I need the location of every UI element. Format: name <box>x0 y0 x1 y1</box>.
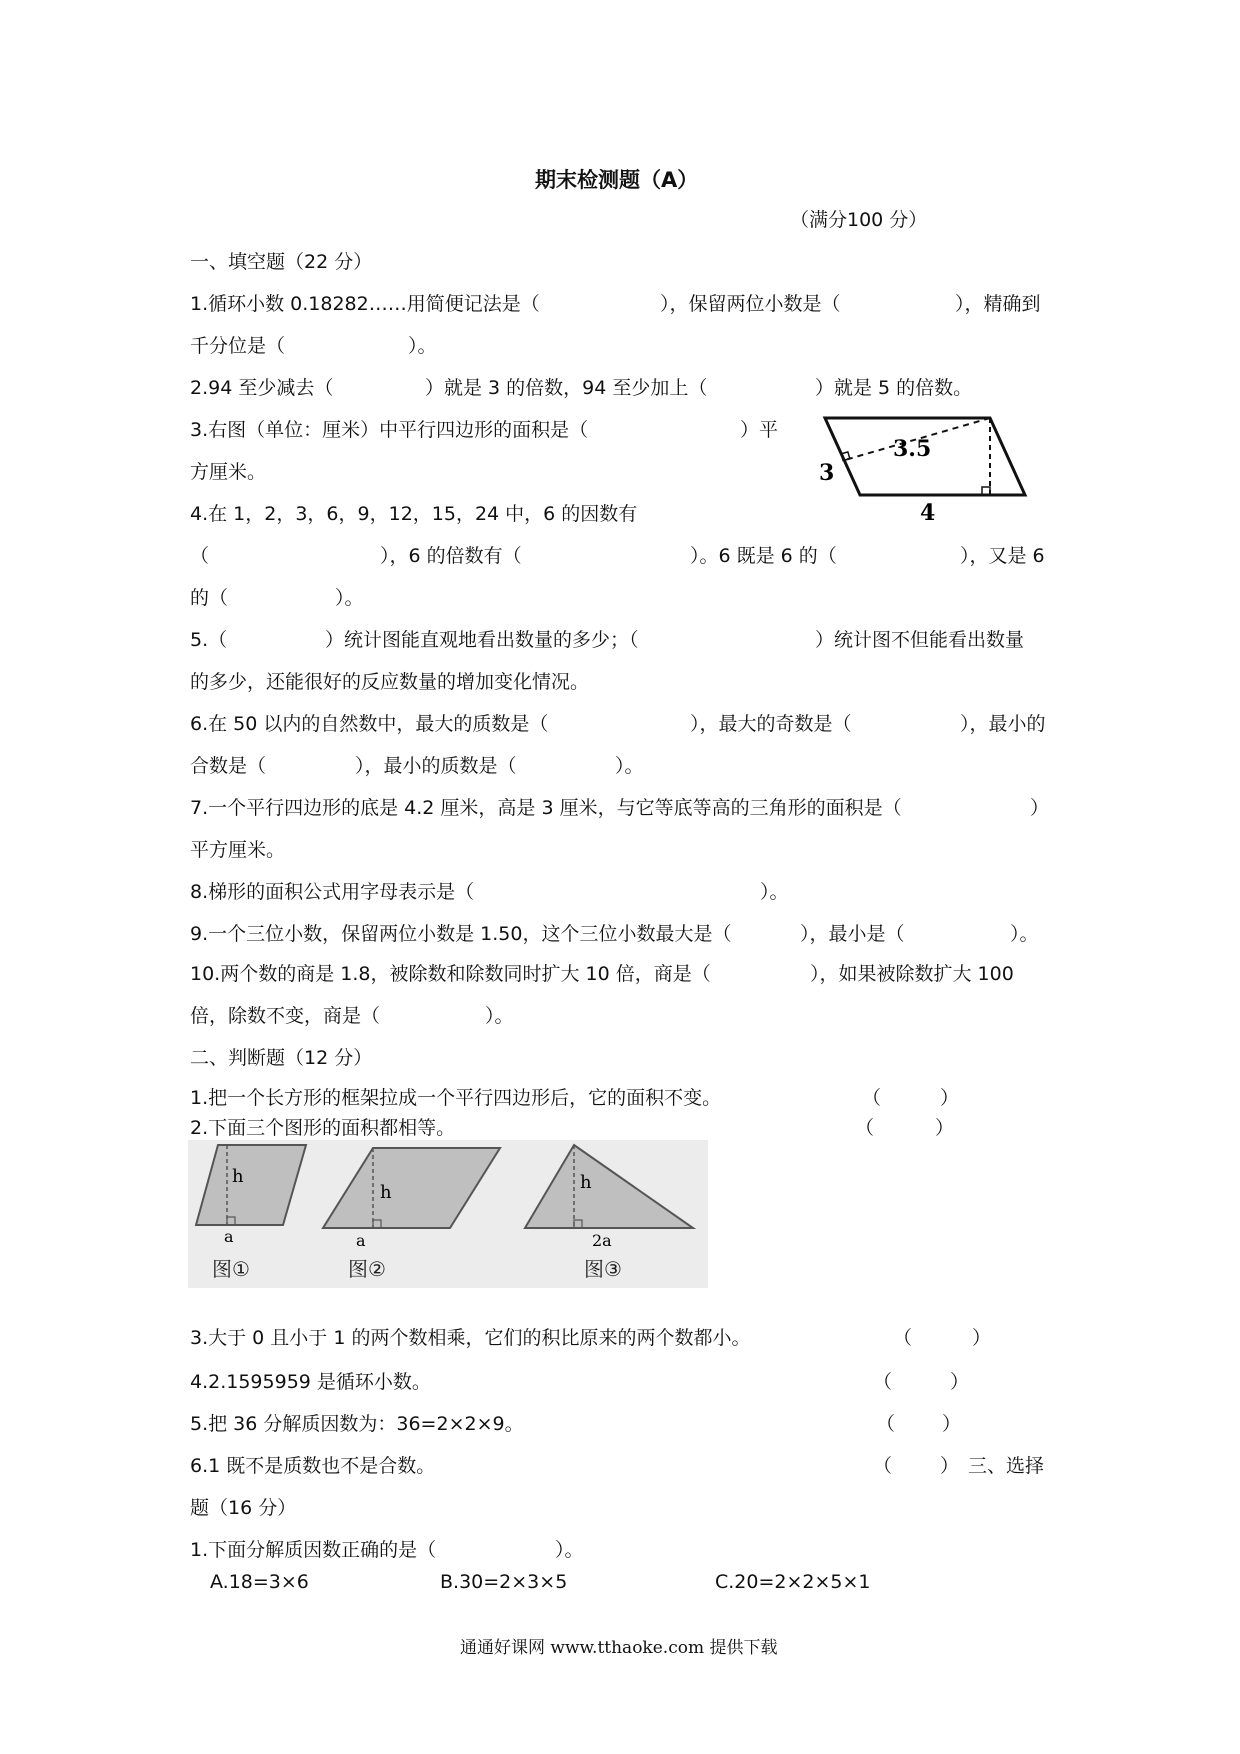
q4-part-e: ），又是 6 <box>960 545 1045 567</box>
q8-part-b: ）。 <box>760 881 789 903</box>
judge-q1: 1.把一个长方形的框架拉成一个平行四边形后，它的面积不变。 <box>190 1087 722 1109</box>
q5-part-a: 5.（ <box>190 629 228 651</box>
judge-q1-paren-open: （ <box>862 1087 882 1109</box>
q9-part-a: 9.一个三位小数，保留两位小数是 1.50，这个三位小数最大是（ <box>190 923 732 945</box>
q10-part-b: ），如果被除数扩大 100 <box>810 963 1014 985</box>
q10-part-c: 倍，除数不变，商是（ <box>190 1005 381 1027</box>
page-footer: 通通好课网 www.tthaoke.com 提供下载 <box>460 1638 778 1658</box>
q2-part-b: ）就是 3 的倍数，94 至少加上（ <box>425 377 708 399</box>
q7-part-b: ） <box>1030 797 1050 819</box>
q1-part-a: 1.循环小数 0.18282……用简便记法是（ <box>190 293 540 315</box>
choice-q1-part-a: 1.下面分解质因数正确的是（ <box>190 1539 437 1561</box>
judge-q3-paren-close: ） <box>972 1327 992 1349</box>
q1-part-b: ），保留两位小数是（ <box>660 293 841 315</box>
shape3-base-label: 2a <box>592 1231 612 1250</box>
page-title: 期末检测题（A） <box>535 168 699 192</box>
q10-part-d: ）。 <box>485 1005 514 1027</box>
judge-q1-paren-close: ） <box>940 1087 960 1109</box>
judge-q5-paren-open: （ <box>876 1413 896 1435</box>
q5-part-d: 的多少，还能很好的反应数量的增加变化情况。 <box>190 671 590 693</box>
q7-part-c: 平方厘米。 <box>190 839 286 861</box>
q5-part-b: ）统计图能直观地看出数量的多少；（ <box>325 629 639 651</box>
judge-q4-paren-open: （ <box>873 1371 893 1393</box>
q10-part-a: 10.两个数的商是 1.8，被除数和除数同时扩大 10 倍，商是（ <box>190 963 711 985</box>
judge-q6-paren-open: （ <box>873 1455 893 1477</box>
shape1-base-label: a <box>224 1227 234 1246</box>
section3-heading-a: 三、选择 <box>968 1455 1045 1477</box>
parallelogram-figure <box>815 410 1045 526</box>
q7-part-a: 7.一个平行四边形的底是 4.2 厘米，高是 3 厘米，与它等底等高的三角形的面积是（ <box>190 797 902 819</box>
shape3-caption: 图③ <box>584 1257 622 1281</box>
judge-q2-paren-close: ） <box>935 1117 955 1139</box>
q4-part-f: 的（ <box>190 587 229 609</box>
q4-part-c: ），6 的倍数有（ <box>380 545 522 567</box>
q5-part-c: ）统计图不但能看出数量 <box>815 629 1025 651</box>
q6-part-b: ），最大的奇数是（ <box>690 713 852 735</box>
q4-part-g: ）。 <box>335 587 364 609</box>
section2-heading: 二、判断题（12 分） <box>190 1047 373 1069</box>
section1-heading: 一、填空题（22 分） <box>190 251 373 273</box>
q6-part-f: ）。 <box>615 755 644 777</box>
q4-part-d: ）。6 既是 6 的（ <box>690 545 837 567</box>
q2-part-c: ）就是 5 的倍数。 <box>815 377 973 399</box>
choice-option-b: B.30=2×3×5 <box>440 1571 568 1593</box>
q6-part-d: 合数是（ <box>190 755 267 777</box>
shape2-caption: 图② <box>348 1257 386 1281</box>
shape1-caption: 图① <box>212 1257 250 1281</box>
judge-q4: 4.2.1595959 是循环小数。 <box>190 1371 431 1393</box>
q4-part-b: （ <box>190 545 210 567</box>
judge-q6: 6.1 既不是质数也不是合数。 <box>190 1455 436 1477</box>
q6-part-c: ），最小的 <box>960 713 1046 735</box>
choice-q1-part-b: ）。 <box>555 1539 584 1561</box>
q9-part-c: ）。 <box>1010 923 1039 945</box>
judge-q3: 3.大于 0 且小于 1 的两个数相乘，它们的积比原来的两个数都小。 <box>190 1327 751 1349</box>
shape2-base-label: a <box>356 1231 366 1250</box>
choice-option-c: C.20=2×2×5×1 <box>715 1571 871 1593</box>
q3-part-c: 方厘米。 <box>190 461 267 483</box>
q1-part-d: 千分位是（ <box>190 335 286 357</box>
judge-q3-paren-open: （ <box>893 1327 913 1349</box>
figure1-side-label: 3 <box>819 460 835 486</box>
judge-q6-paren-close: ） <box>940 1455 960 1477</box>
figure1-base-label: 4 <box>920 500 936 526</box>
judge-q5: 5.把 36 分解质因数为：36=2×2×9。 <box>190 1413 524 1435</box>
judge-q2-paren-open: （ <box>855 1117 875 1139</box>
q4-part-a: 4.在 1，2，3，6，9，12，15，24 中，6 的因数有 <box>190 503 638 525</box>
q1-part-c: ），精确到 <box>955 293 1041 315</box>
figure1-dash-label: 3.5 <box>893 436 932 462</box>
q1-part-e: ）。 <box>408 335 437 357</box>
q3-part-b: ）平 <box>740 419 779 441</box>
shape2-h-label: h <box>380 1182 392 1203</box>
section3-heading-b: 题（16 分） <box>190 1497 297 1519</box>
q9-part-b: ），最小是（ <box>800 923 905 945</box>
q3-part-a: 3.右图（单位：厘米）中平行四边形的面积是（ <box>190 419 589 441</box>
three-shapes-figure <box>188 1140 708 1288</box>
shape1-h-label: h <box>232 1166 244 1187</box>
shape3-h-label: h <box>580 1172 592 1193</box>
judge-q5-paren-close: ） <box>942 1413 962 1435</box>
q6-part-a: 6.在 50 以内的自然数中，最大的质数是（ <box>190 713 549 735</box>
judge-q2: 2.下面三个图形的面积都相等。 <box>190 1117 456 1139</box>
q8-part-a: 8.梯形的面积公式用字母表示是（ <box>190 881 475 903</box>
q2-part-a: 2.94 至少减去（ <box>190 377 334 399</box>
choice-option-a: A.18=3×6 <box>210 1571 309 1593</box>
full-marks: （满分100 分） <box>790 209 928 231</box>
q6-part-e: ），最小的质数是（ <box>355 755 517 777</box>
judge-q4-paren-close: ） <box>950 1371 970 1393</box>
